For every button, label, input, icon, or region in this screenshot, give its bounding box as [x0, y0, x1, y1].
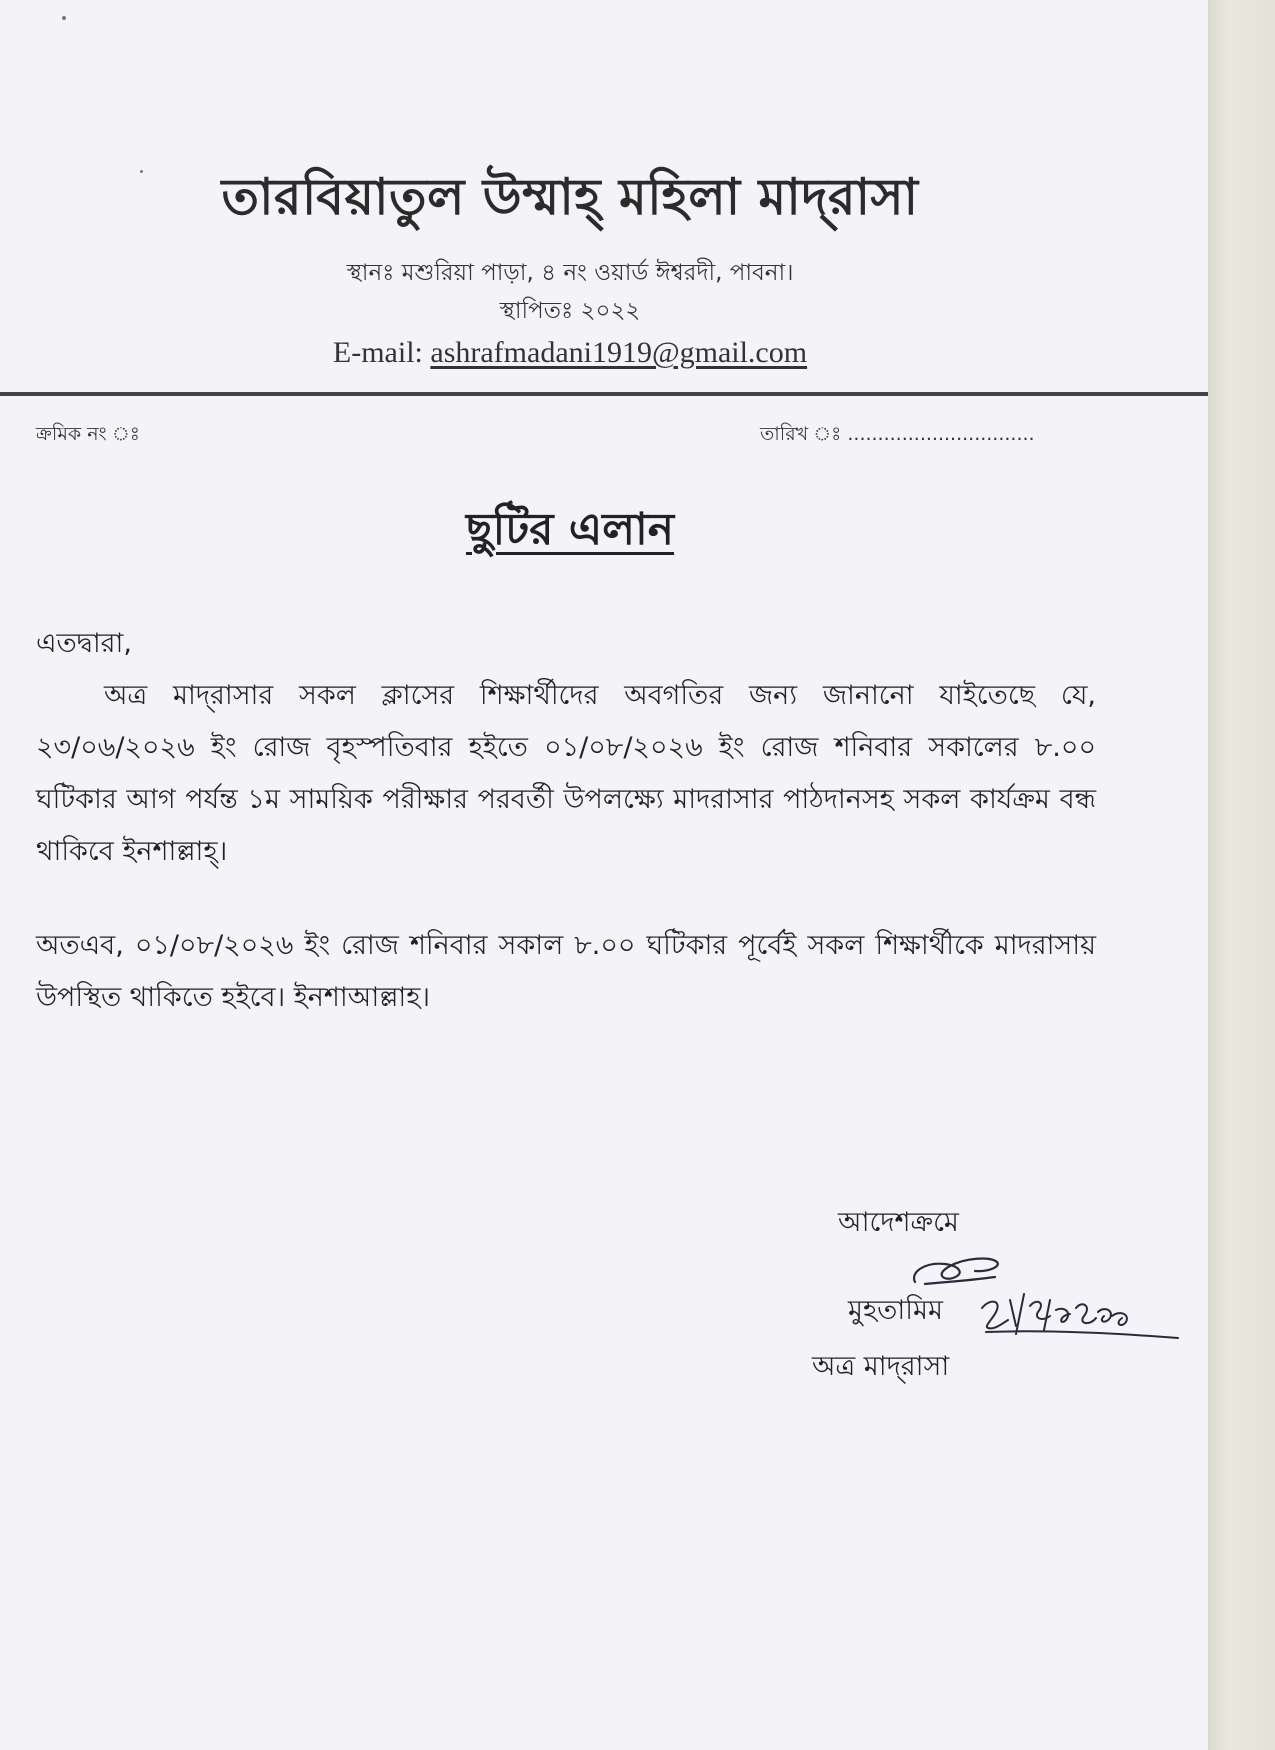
date-field	[760, 420, 1035, 452]
email-link[interactable]: ashrafmadani1919@gmail.com	[430, 336, 808, 369]
scan-edge	[1209, 0, 1275, 1750]
paper-speck	[62, 16, 66, 20]
notice-heading	[0, 496, 1140, 569]
serial-number	[36, 420, 140, 452]
notice-heading-text: ছুটির এলান	[465, 504, 675, 555]
paper-speck	[140, 170, 143, 173]
email-label: E-mail:	[332, 336, 423, 369]
notice-greeting: এতদ্বারা,	[36, 628, 132, 659]
notice-paragraph-1: অত্র মাদ্‌রাসার সকল ক্লাসের শিক্ষার্থীদের অবগতির জন্য জানানো যাইতেছে যে, ২৩/০৬/২০২৬ ইং রোজ বৃহস্পতিবার হইতে ০১/০৮/২০২৬ ইং রোজ শনিবার সকালের ৮.০০ ঘটিকার আগ পর্যন্ত ১ম সাময়িক পরীক্ষার পরবর্তী উপলক্ষ্যে মাদরাসার পাঠদানসহ সকল কার্যক্রম বন্ধ থাকিবে ইনশাল্লাহ্‌।	[36, 680, 1096, 867]
date-value: ...............................	[847, 423, 1035, 445]
notice-paragraph-2: অতএব, ০১/০৮/২০২৬ ইং রোজ শনিবার সকাল ৮.০০ ঘটিকার পূর্বেই সকল শিক্ষার্থীকে মাদরাসায় উপস্থিত থাকিতে হইবে। ইনশাআল্লাহ।	[36, 930, 1096, 1013]
institution-title: তারবিয়াতুল উম্মাহ্‌ মহিলা মাদ্‌রাসা	[221, 168, 919, 226]
institution-address: স্থানঃ মশুরিয়া পাড়া, ৪ নং ওয়ার্ড ঈশ্বরদী, পাবনা।	[346, 260, 794, 286]
handwritten-date	[980, 1286, 1180, 1356]
signatory-institution: অত্র মাদ্‌রাসা	[812, 1351, 950, 1382]
signatory-role: মুহতামিম	[848, 1295, 943, 1326]
email-line	[0, 336, 1140, 370]
header-divider	[0, 392, 1208, 396]
date-label: তারিখ ঃ	[760, 423, 842, 445]
established-year: স্থাপিতঃ ২০২২	[499, 298, 641, 324]
serial-label: ক্রমিক নং ঃ	[36, 423, 140, 445]
order-label: আদেশক্রমে	[838, 1207, 959, 1238]
